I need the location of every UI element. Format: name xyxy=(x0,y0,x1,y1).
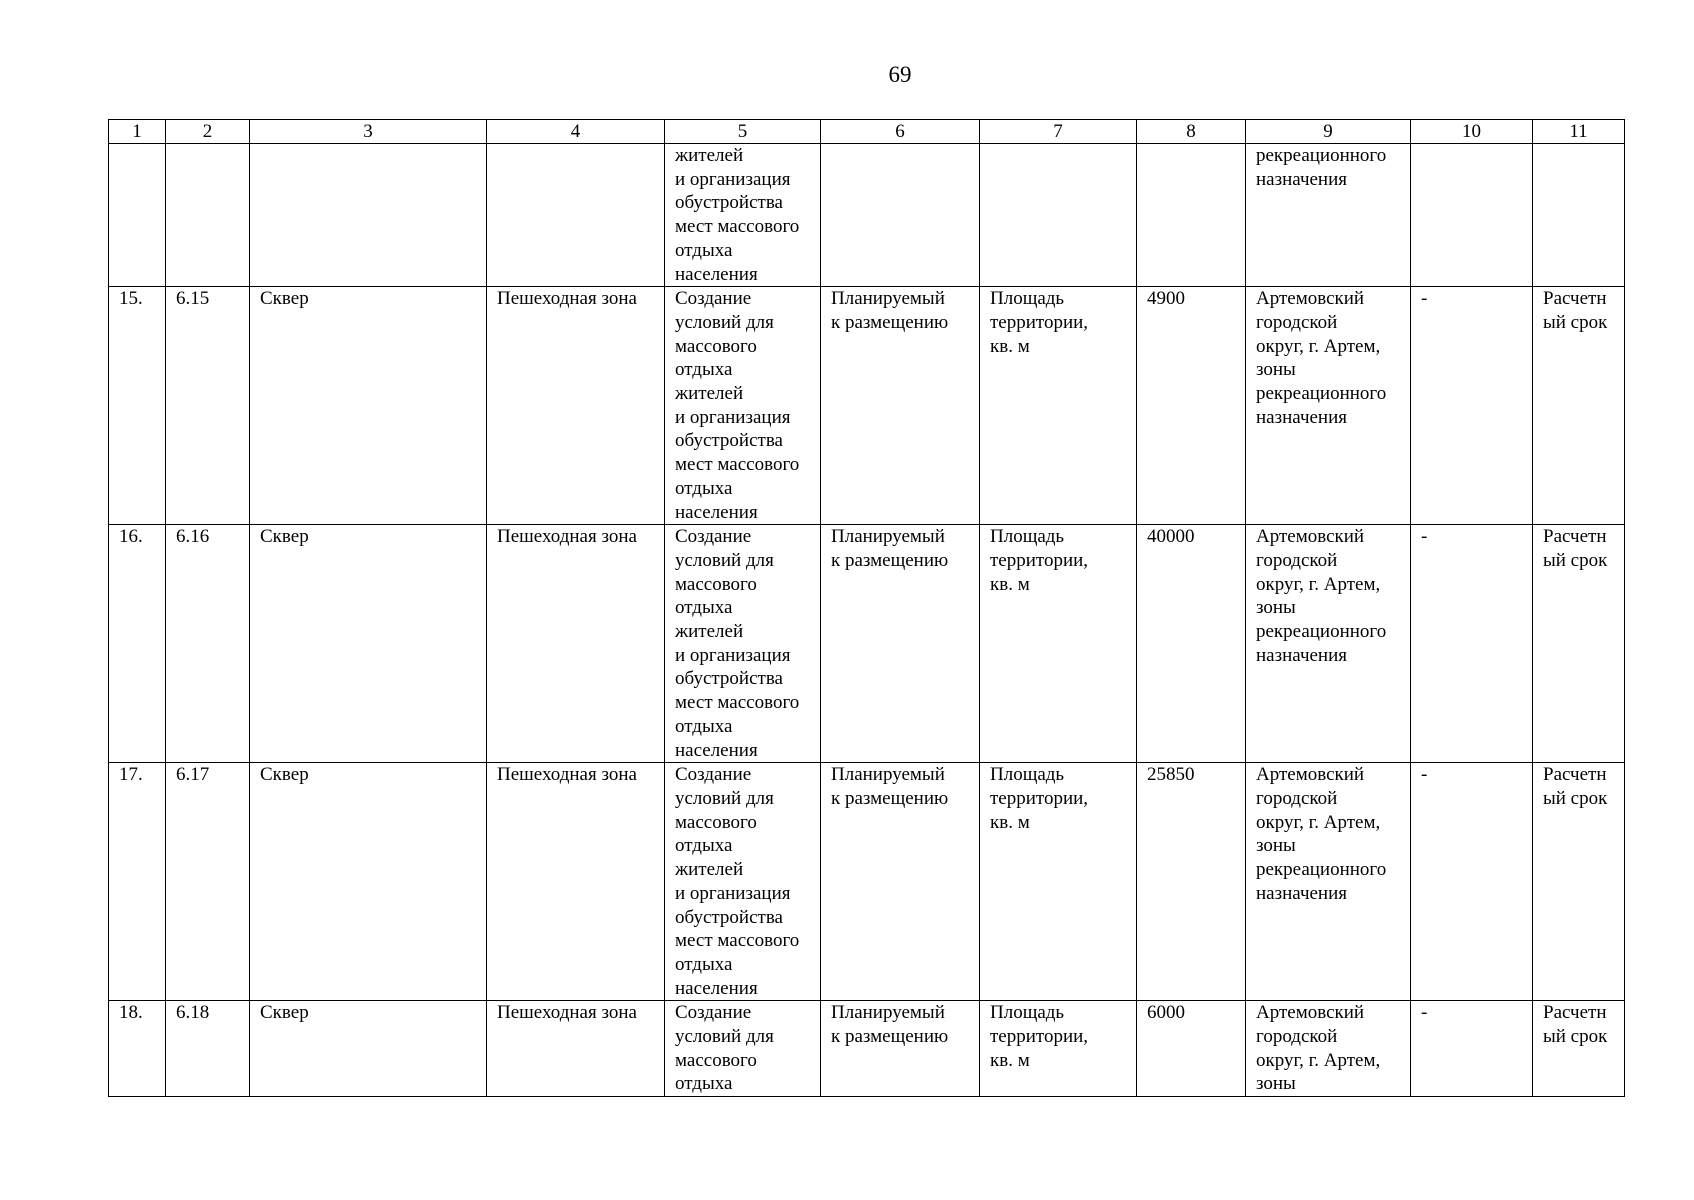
column-header: 8 xyxy=(1137,120,1246,144)
zone-cell: - xyxy=(1411,763,1533,1001)
row-number-cell: 15. xyxy=(109,287,166,525)
data-table xyxy=(108,119,1625,1097)
purpose-cell: Создание условий для массового отдыха жителей и организация обустройства мест массового отдыха населения xyxy=(665,287,821,525)
characteristic-cell: Площадь территории, кв. м xyxy=(980,525,1137,763)
purpose-cell: Создание условий для массового отдыха жителей и организация обустройства мест массового отдыха населения xyxy=(665,525,821,763)
row-number-cell: 18. xyxy=(109,1001,166,1097)
table-cell xyxy=(166,144,250,287)
table-cell xyxy=(1533,144,1625,287)
column-header: 3 xyxy=(250,120,487,144)
column-header: 1 xyxy=(109,120,166,144)
purpose-cell: Создание условий для массового отдыха жителей и организация обустройства мест массового отдыха населения xyxy=(665,763,821,1001)
purpose-cell: жителей и организация обустройства мест массового отдыха населения xyxy=(665,144,821,287)
value-cell: 25850 xyxy=(1137,763,1246,1001)
status-cell: Планируемый к размещению xyxy=(821,763,980,1001)
type-cell: Пешеходная зона xyxy=(487,1001,665,1097)
zone-cell: - xyxy=(1411,1001,1533,1097)
table-cell xyxy=(250,144,487,287)
row-number-cell: 17. xyxy=(109,763,166,1001)
column-header: 6 xyxy=(821,120,980,144)
code-cell: 6.16 xyxy=(166,525,250,763)
table-row xyxy=(109,287,1625,525)
header-row xyxy=(109,120,1625,144)
table-cell xyxy=(980,144,1137,287)
table-cell xyxy=(109,144,166,287)
zone-cell: - xyxy=(1411,287,1533,525)
table-row xyxy=(109,525,1625,763)
column-header: 7 xyxy=(980,120,1137,144)
name-cell: Сквер xyxy=(250,287,487,525)
term-cell: Расчетн ый срок xyxy=(1533,763,1625,1001)
location-cell: Артемовский городской округ, г. Артем, зоны рекреационного назначения xyxy=(1246,287,1411,525)
location-cell: рекреационного назначения xyxy=(1246,144,1411,287)
continuation-row xyxy=(109,144,1625,287)
row-number-cell: 16. xyxy=(109,525,166,763)
column-header: 11 xyxy=(1533,120,1625,144)
term-cell: Расчетн ый срок xyxy=(1533,287,1625,525)
status-cell: Планируемый к размещению xyxy=(821,525,980,763)
column-header: 2 xyxy=(166,120,250,144)
location-cell: Артемовский городской округ, г. Артем, зоны рекреационного назначения xyxy=(1246,763,1411,1001)
term-cell: Расчетн ый срок xyxy=(1533,525,1625,763)
status-cell: Планируемый к размещению xyxy=(821,1001,980,1097)
table-cell xyxy=(1137,144,1246,287)
code-cell: 6.15 xyxy=(166,287,250,525)
value-cell: 6000 xyxy=(1137,1001,1246,1097)
name-cell: Сквер xyxy=(250,1001,487,1097)
type-cell: Пешеходная зона xyxy=(487,763,665,1001)
name-cell: Сквер xyxy=(250,763,487,1001)
code-cell: 6.18 xyxy=(166,1001,250,1097)
characteristic-cell: Площадь территории, кв. м xyxy=(980,763,1137,1001)
term-cell: Расчетн ый срок xyxy=(1533,1001,1625,1097)
column-header: 10 xyxy=(1411,120,1533,144)
table-row xyxy=(109,763,1625,1001)
table-row xyxy=(109,1001,1625,1097)
value-cell: 40000 xyxy=(1137,525,1246,763)
status-cell: Планируемый к размещению xyxy=(821,287,980,525)
location-cell: Артемовский городской округ, г. Артем, зоны xyxy=(1246,1001,1411,1097)
code-cell: 6.17 xyxy=(166,763,250,1001)
characteristic-cell: Площадь территории, кв. м xyxy=(980,287,1137,525)
value-cell: 4900 xyxy=(1137,287,1246,525)
type-cell: Пешеходная зона xyxy=(487,287,665,525)
table-cell xyxy=(821,144,980,287)
table-cell xyxy=(1411,144,1533,287)
purpose-cell: Создание условий для массового отдыха xyxy=(665,1001,821,1097)
table-cell xyxy=(487,144,665,287)
type-cell: Пешеходная зона xyxy=(487,525,665,763)
page-number: 69 xyxy=(888,62,912,87)
zone-cell: - xyxy=(1411,525,1533,763)
column-header: 5 xyxy=(665,120,821,144)
column-header: 4 xyxy=(487,120,665,144)
location-cell: Артемовский городской округ, г. Артем, зоны рекреационного назначения xyxy=(1246,525,1411,763)
name-cell: Сквер xyxy=(250,525,487,763)
column-header: 9 xyxy=(1246,120,1411,144)
characteristic-cell: Площадь территории, кв. м xyxy=(980,1001,1137,1097)
